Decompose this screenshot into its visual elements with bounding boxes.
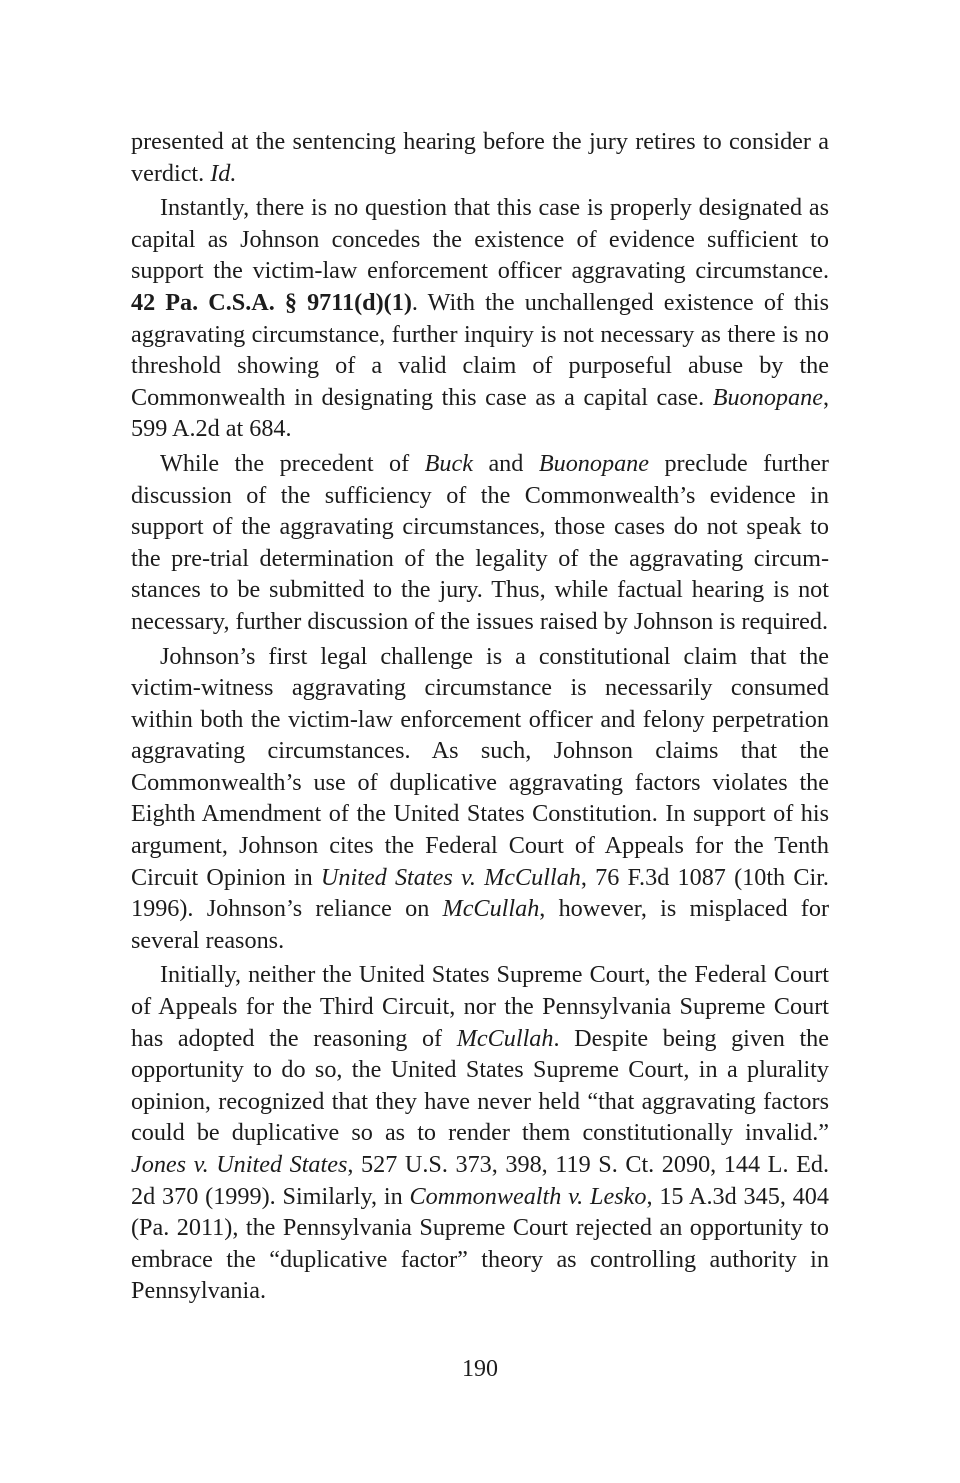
text-run: , 76 F.3d 1087 (10th Cir. 1996). Johnson’s reliance on [131,863,829,923]
text-run: presented at the sentencing hearing before the jury retires to consider a verdict. [131,128,829,187]
text-run: , however, is misplaced for several reasons. [131,895,830,954]
page-number: 190 [462,1356,498,1382]
italic-text: Commonwealth v. Lesko [409,1182,647,1210]
text-run: , 527 U.S. 373, 398, 119 S. Ct. 2090, 144 L. Ed. 2d 370 (1999). Similarly, in [131,1151,829,1210]
paragraph [131,192,829,445]
italic-text: McCullah [456,1024,554,1052]
italic-text: Buonopane [712,383,823,411]
text-run: While the precedent of [160,449,425,477]
italic-text: Id. [210,159,237,187]
italic-text: Buck [424,449,473,477]
paragraph [131,641,829,957]
italic-text: Jones v. United States [131,1151,348,1178]
text-run: Instantly, there is no question that this case is properly designated as capital as Johnson concedes the existence of evidence sufficient to support the victim-law enforcement officer aggravating circumstance. [131,194,829,285]
italic-text: McCullah [442,895,540,923]
body-text [131,126,829,1310]
text-run: , 15 A.3d 345, 404 (Pa. 2011), the Pennsylvania Supreme Court rejected an opportunity to embrace the “duplicative factor” theory as controlling authority in Pennsylvania. [131,1182,829,1305]
text-run: Johnson’s first legal challenge is a constitutional claim that the victim-witness aggravating circumstance is necessarily consumed within both the victim-law enforcement officer and felony perpetration aggravating circumstances. As such, Johnson claims that the Commonwealth’s use of duplicative aggravating factors violates the Eighth Amendment of the United States Constitution. In support of his argument, Johnson cites the Federal Court of Appeals for the Tenth Circuit Opinion in [131,642,829,891]
text-run: and [472,449,539,477]
italic-text: Buonopane [538,449,649,477]
text-run: . Despite being given the opportunity to do so, the United States Supreme Court, in a plurality opinion, recognized that they have never held “that aggravating factors could be duplicative so as to render them constitutionally invalid.” [131,1024,829,1147]
text-run: . With the unchallenged existence of this aggravating circumstance, further inquiry is not necessary as there is no threshold showing of a valid claim of purposeful abuse by the Commonwealth in designating this case as a capital case. [131,288,830,411]
paragraph [131,126,829,189]
text-run: , 599 A.2d at 684. [131,383,829,443]
text-run: preclude further discussion of the sufficiency of the Commonwealth’s evidence in support of the aggravating circumstances, those cases do not speak to the pre-trial determination of the legality of the aggravating circumstances to be submitted to the jury. Thus, while factual hearing is not necessary, further discussion of the issues raised by Johnson is required. [131,449,829,635]
bold-text: 42 Pa. C.S.A. § 9711(d)(1) [131,288,412,316]
paragraph [131,959,829,1307]
italic-text: United States v. McCullah [320,863,581,891]
text-run: Initially, neither the United States Supreme Court, the Federal Court of Appeals for the Third Circuit, nor the Pennsylvania Supreme Court has adopted the reasoning of [131,961,829,1052]
paragraph [131,448,829,638]
